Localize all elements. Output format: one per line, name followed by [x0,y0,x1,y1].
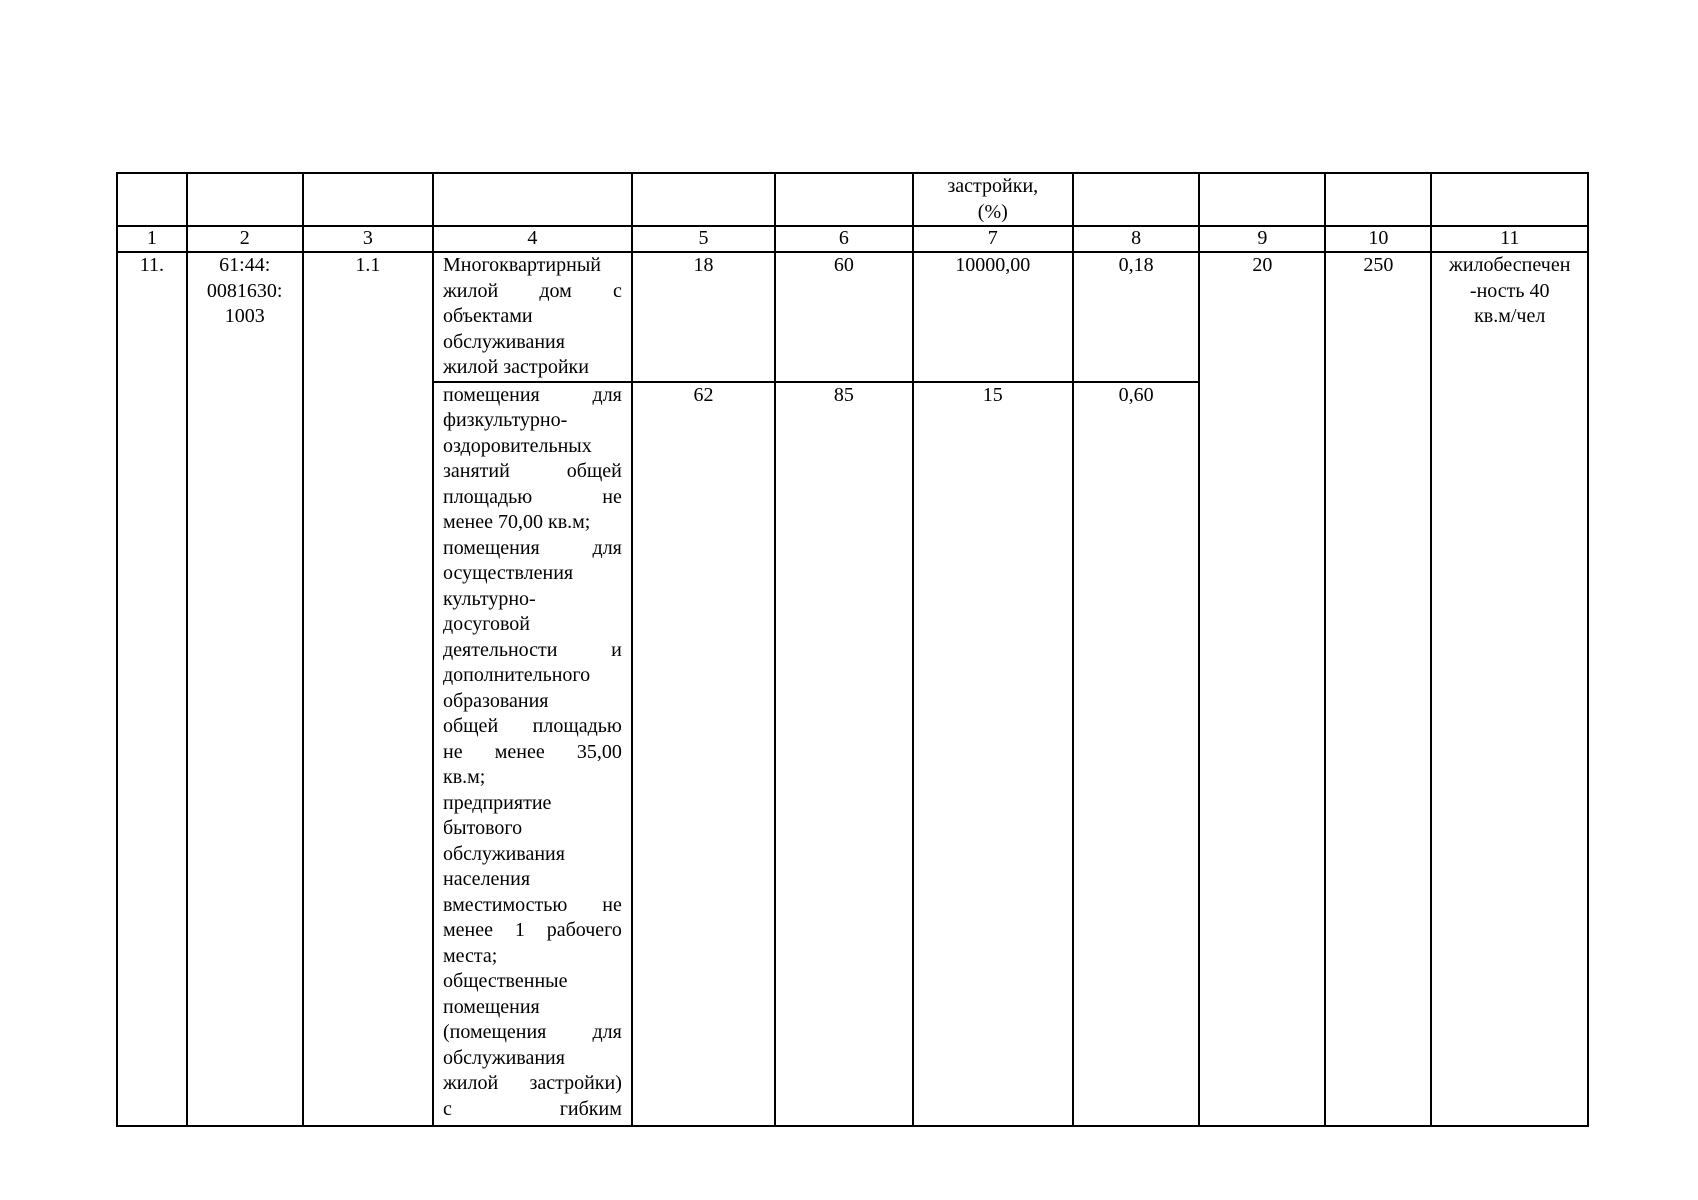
header-cell-1 [117,173,187,226]
cell-col9: 20 [1199,252,1325,1126]
cell-col6: 60 [775,252,912,382]
desc-line: бытового [442,817,523,839]
desc-line: с гибким [442,1097,622,1120]
column-number: 9 [1199,226,1325,252]
header-cell-10 [1325,173,1431,226]
cell-col8: 0,18 [1073,252,1199,382]
column-number: 1 [117,226,187,252]
cadastral-number [187,252,303,1126]
desc-line: дополнительного [442,664,591,686]
header-cell-5 [632,173,775,226]
use-name-line: обслуживания [442,330,565,353]
cadastral-line: 1003 [224,305,265,327]
col11-line: -ность 40 [1469,279,1550,302]
cell-col10: 250 [1325,252,1431,1126]
zoning-table [116,172,1589,1127]
cell-col7: 10000,00 [913,252,1074,382]
desc-line: занятий общей [442,460,622,482]
desc-line: общей площадью [442,715,622,737]
header-cell-6 [775,173,912,226]
desc-line: площадью не [442,485,622,508]
header-cell-9 [1199,173,1325,226]
cell-col5: 18 [632,252,775,382]
column-number: 6 [775,226,912,252]
subrow-col7: 15 [913,382,1074,1126]
column-number: 5 [632,226,775,252]
use-name-line: жилой дом с [442,279,622,302]
use-name-line: Многоквартирный [442,254,601,276]
column-number: 2 [187,226,303,252]
subrow-col8: 0,60 [1073,382,1199,1126]
desc-line: вместимостью не [442,893,622,916]
desc-line: образования [442,689,549,712]
header-col7-line: (%) [977,200,1008,223]
use-name-line: жилой застройки [442,356,589,378]
desc-line: населения [442,868,531,890]
desc-line: оздоровительных [442,434,592,457]
cadastral-line: 0081630: [206,279,283,302]
desc-line: предприятие [442,791,552,814]
desc-line: физкультурно- [442,409,568,431]
column-number: 8 [1073,226,1199,252]
cadastral-line: 61:44: [219,254,271,276]
header-cell-2 [187,173,303,226]
data-row [117,252,1588,382]
header-cell-4 [433,173,632,226]
desc-line: обслуживания [442,1046,565,1069]
desc-line: менее 70,00 кв.м; [442,511,591,533]
column-number: 11 [1431,226,1588,252]
desc-line: кв.м; [442,766,486,788]
use-name-line: объектами [442,305,533,327]
desc-line: обслуживания [442,842,565,865]
header-cell-8 [1073,173,1199,226]
col11-line: жилобеспечен [1449,254,1571,276]
column-number: 7 [913,226,1074,252]
premises-description [433,382,632,1126]
desc-line: досуговой [442,613,530,635]
column-number-row [117,226,1588,252]
header-cell-7 [913,173,1074,226]
use-name [433,252,632,382]
desc-line: осуществления [442,562,574,584]
desc-line: культурно- [442,587,536,610]
subrow-col5: 62 [632,382,775,1126]
desc-line: деятельности и [442,638,622,661]
desc-line: жилой застройки) [442,1072,622,1094]
use-code: 1.1 [303,252,433,1126]
subrow-col6: 85 [775,382,912,1126]
desc-line: помещения для [442,536,622,559]
desc-line: не менее 35,00 [442,740,622,763]
header-cell-3 [303,173,433,226]
header-cell-11 [1431,173,1588,226]
desc-line: места; [442,944,498,967]
cell-col11 [1431,252,1588,1126]
desc-line: (помещения для [442,1021,622,1043]
header-row [117,173,1588,226]
column-number: 10 [1325,226,1431,252]
row-number: 11. [117,252,187,1126]
column-number: 3 [303,226,433,252]
col11-line: кв.м/чел [1474,305,1546,327]
column-number: 4 [433,226,632,252]
desc-line: помещения [442,995,540,1018]
desc-line: менее 1 рабочего [442,919,622,941]
header-col7-line: застройки, [947,175,1039,197]
desc-line: помещения для [442,383,622,406]
desc-line: общественные [442,970,568,992]
